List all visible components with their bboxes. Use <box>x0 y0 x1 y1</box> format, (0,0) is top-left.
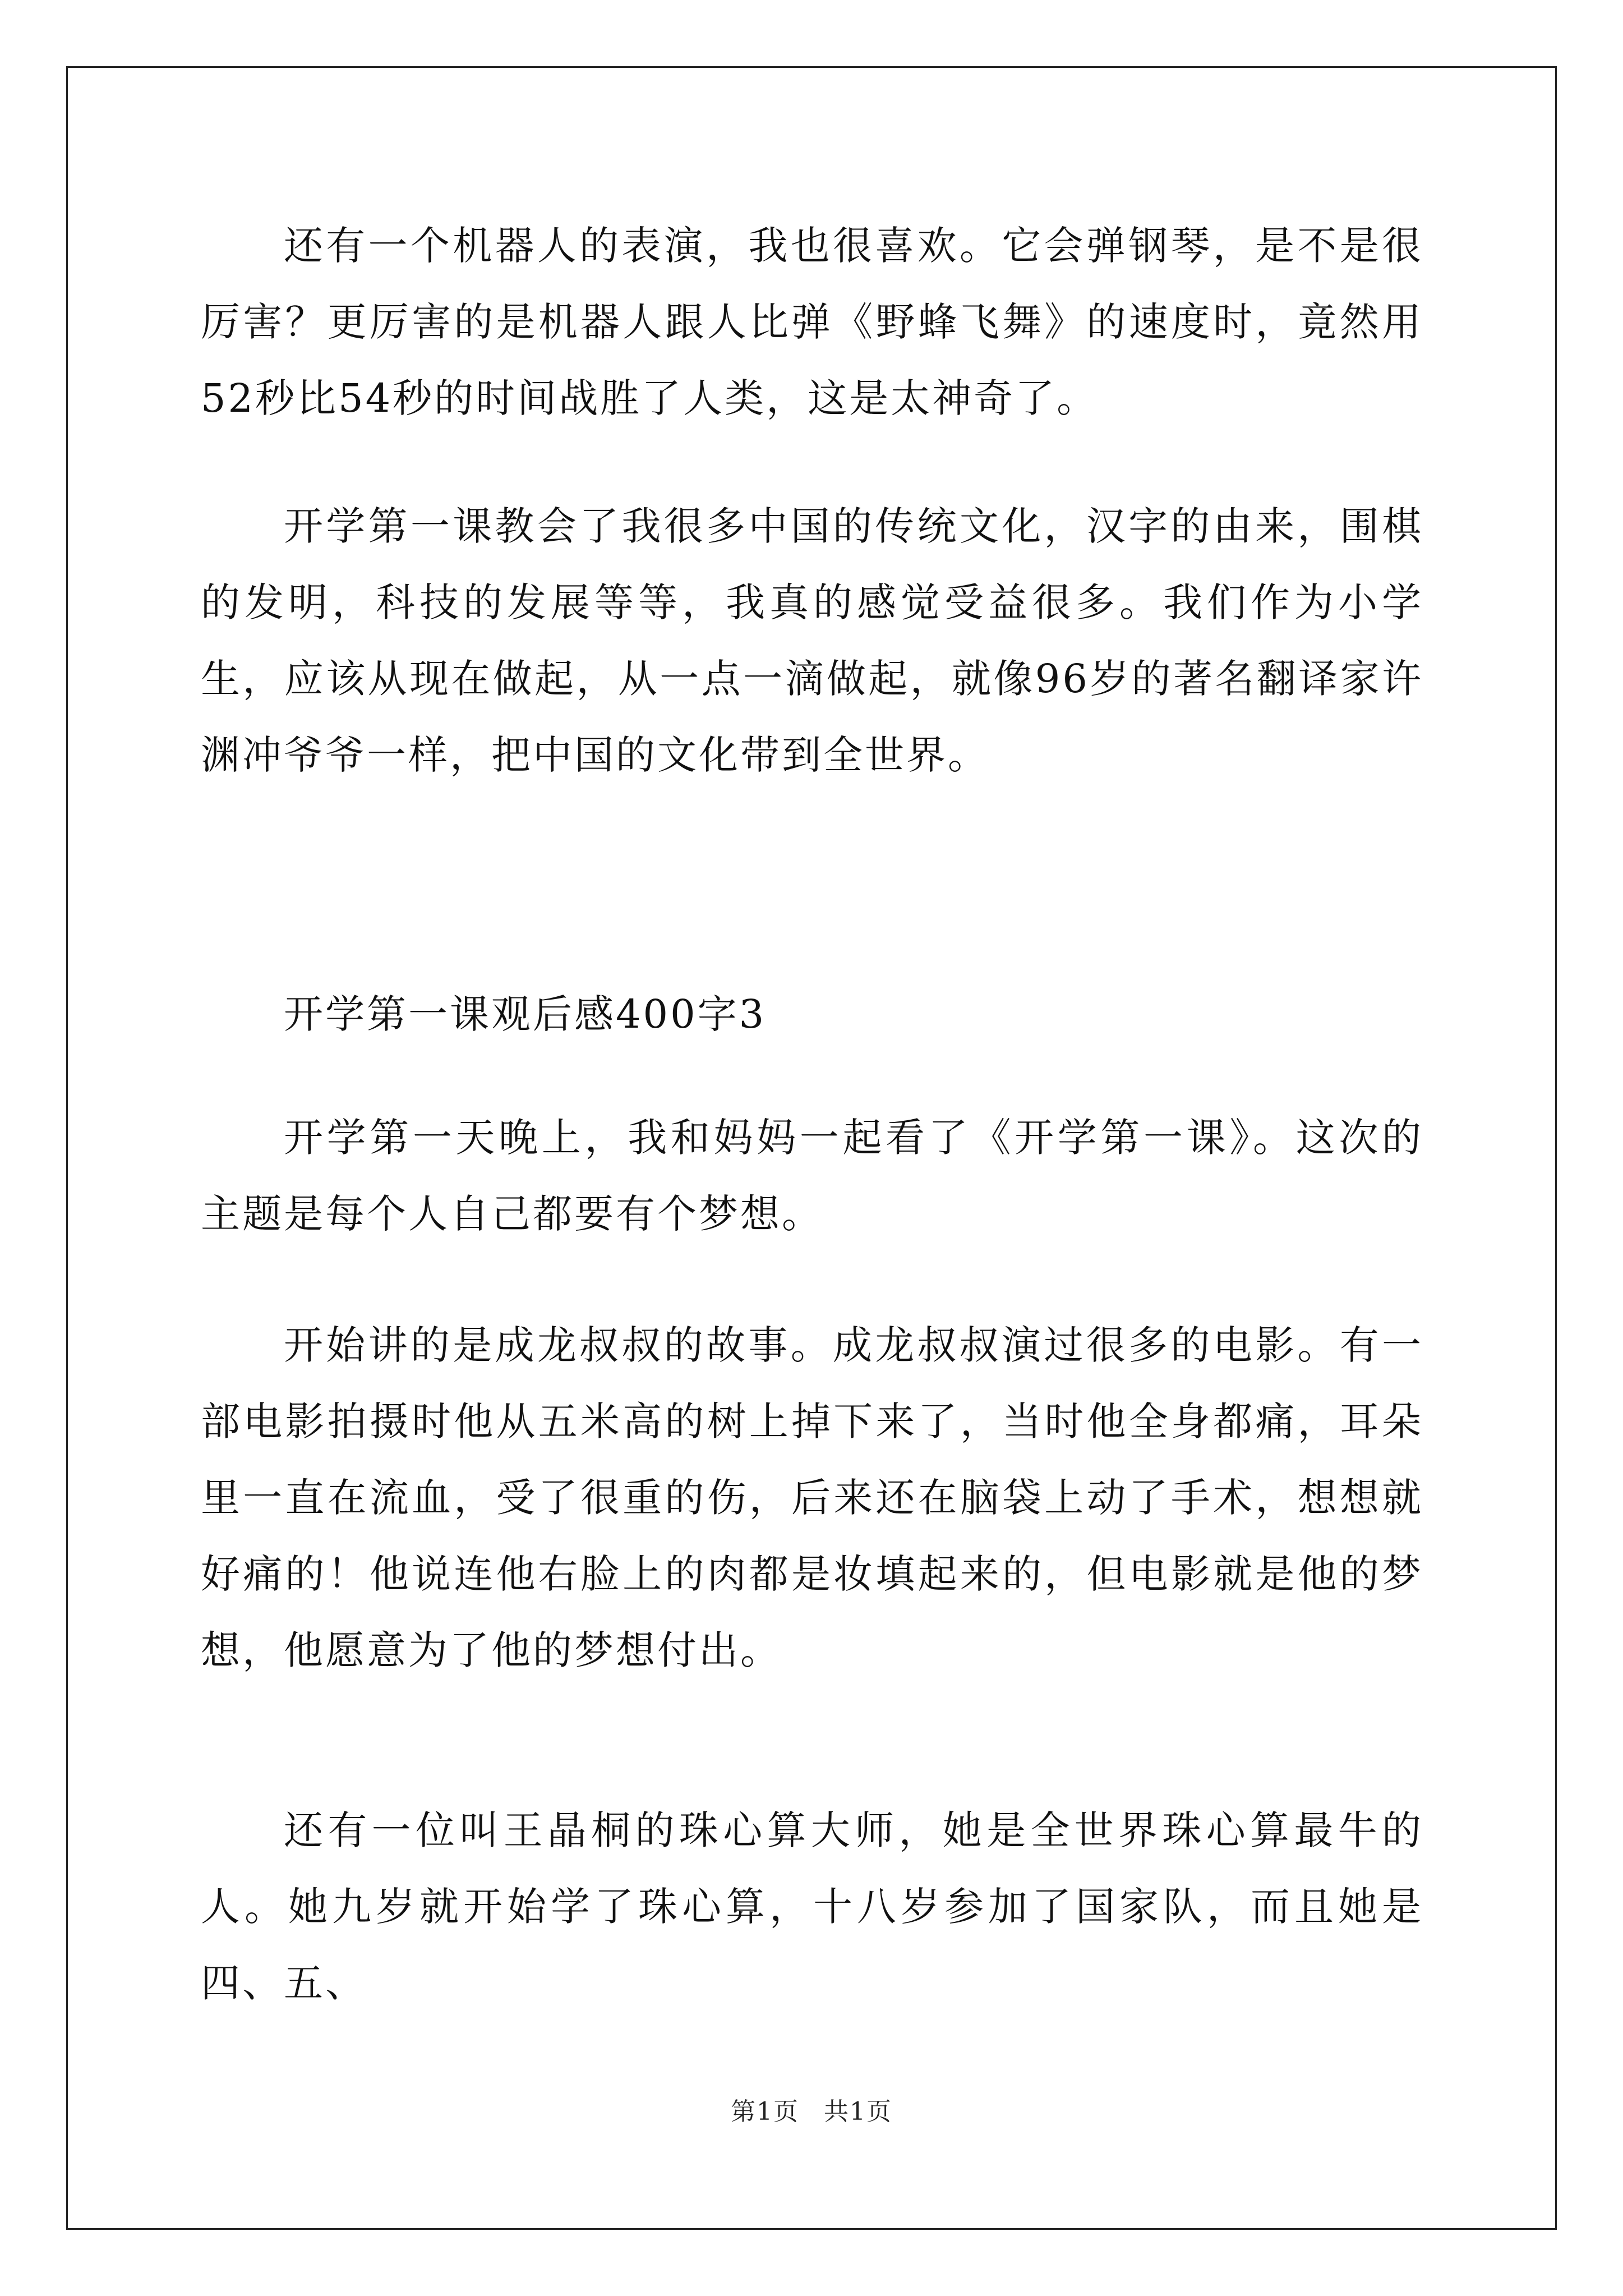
paragraph-traditional-culture: 开学第一课教会了我很多中国的传统文化，汉字的由来，围棋的发明，科技的发展等等，我真的感觉受益很多。我们作为小学生，应该从现在做起，从一点一滴做起，就像96岁的著名翻译家许渊冲爷爷一样，把中国的文化带到全世界。 <box>201 503 1423 778</box>
page-number: 第1页 <box>731 2097 799 2126</box>
paragraph-first-night: 开学第一天晚上，我和妈妈一起看了《开学第一课》。这次的主题是每个人自己都要有个梦想。 <box>201 1115 1423 1237</box>
paragraph-mental-abacus-master: 还有一位叫王晶桐的珠心算大师，她是全世界珠心算最牛的人。她九岁就开始学了珠心算，十八岁参加了国家队，而且她是四、五、 <box>201 1807 1423 2006</box>
page-footer <box>0 2091 1623 2127</box>
section-heading: 开学第一课观后感400字3 <box>284 991 767 1037</box>
paragraph-jackie-chan-story: 开始讲的是成龙叔叔的故事。成龙叔叔演过很多的电影。有一部电影拍摄时他从五米高的树上掉下来了，当时他全身都痛，耳朵里一直在流血，受了很重的伤，后来还在脑袋上动了手术，想想就好痛的！他说连他右脸上的肉都是妆填起来的，但电影就是他的梦想，他愿意为了他的梦想付出。 <box>201 1322 1423 1673</box>
page-total: 共1页 <box>824 2097 892 2126</box>
paragraph-robot-performance: 还有一个机器人的表演，我也很喜欢。它会弹钢琴，是不是很厉害？更厉害的是机器人跟人比弹《野蜂飞舞》的速度时，竟然用52秒比54秒的时间战胜了人类，这是太神奇了。 <box>201 223 1423 421</box>
